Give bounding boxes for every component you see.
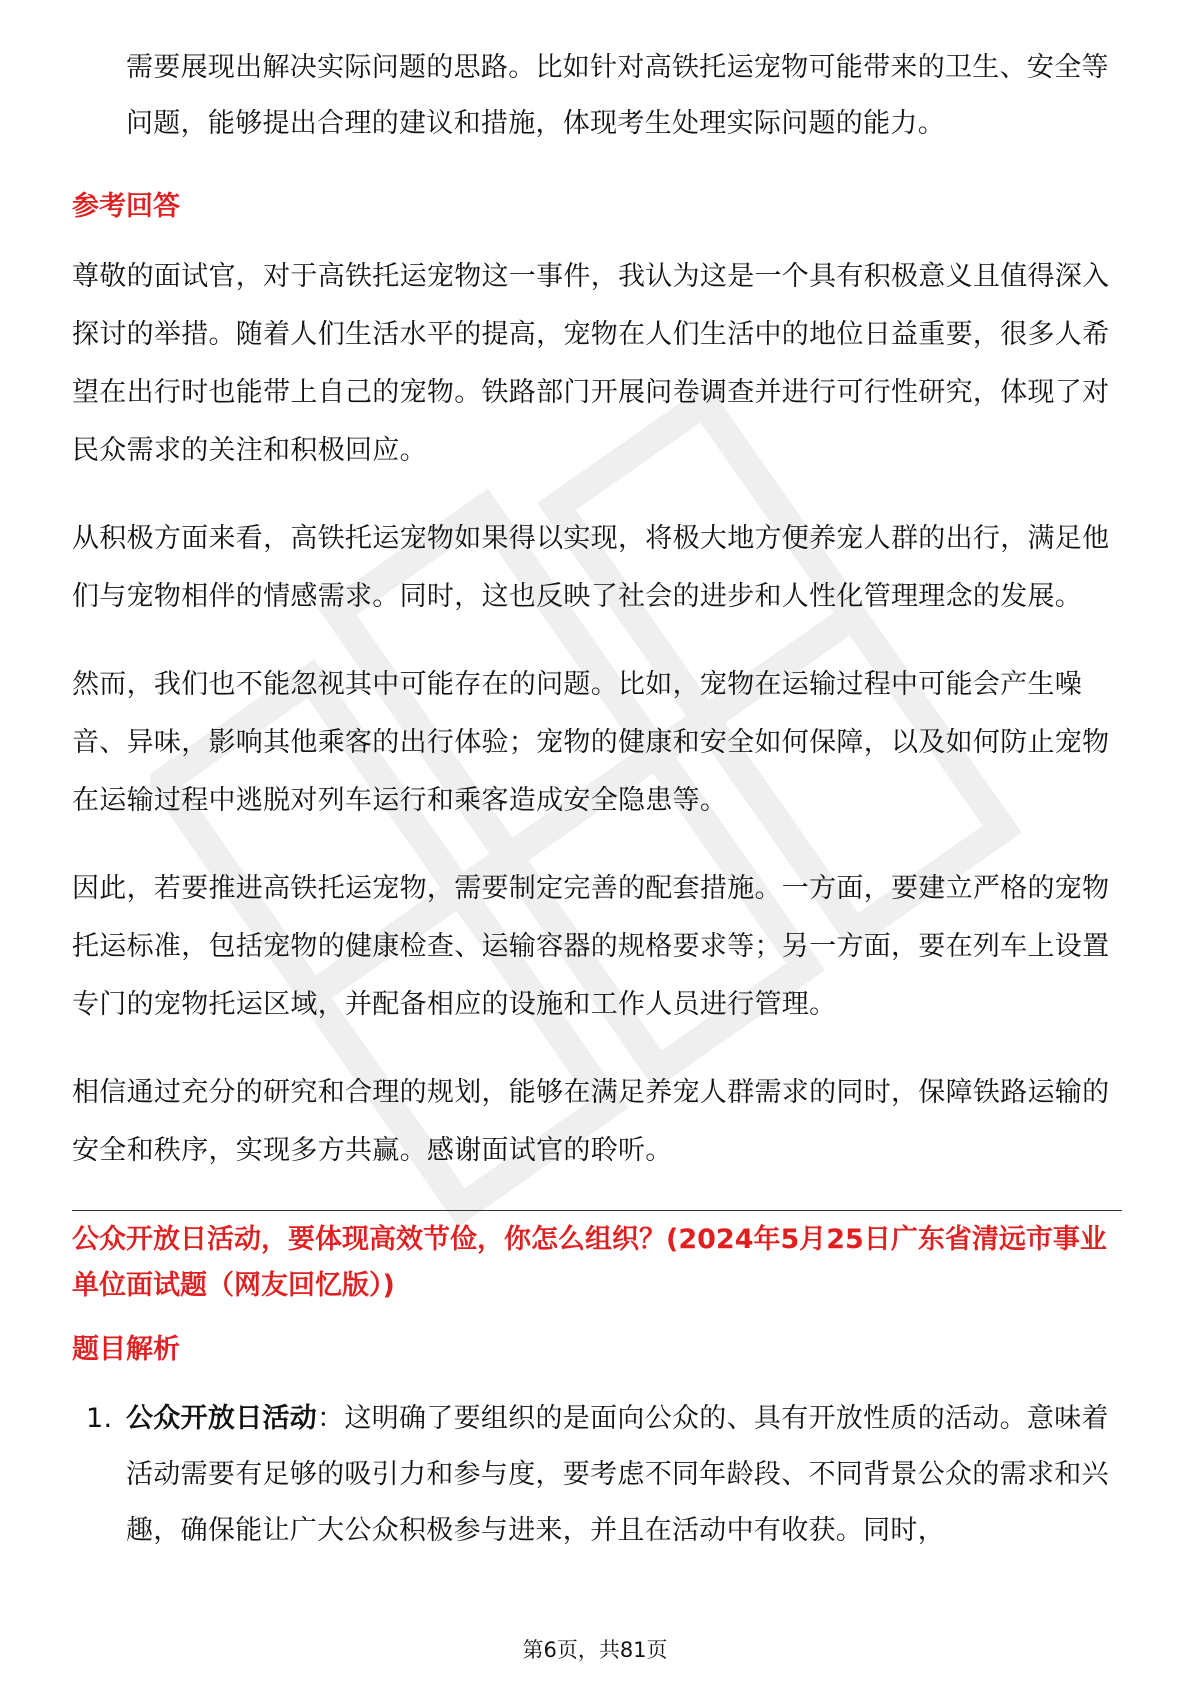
answer-paragraph: 尊敬的面试官，对于高铁托运宠物这一事件，我认为这是一个具有积极意义且值得深入探讨的举措。随着人们生活水平的提高，宠物在人们生活中的地位日益重要，很多人希望在出行时也能带上自己的宠物。铁路部门开展问卷调查并进行可行性研究，体现了对民众需求的关注和积极回应。	[72, 261, 1110, 466]
answer-paragraph: 然而，我们也不能忽视其中可能存在的问题。比如，宠物在运输过程中可能会产生噪音、异味，影响其他乘客的出行体验；宠物的健康和安全如何保障，以及如何防止宠物在运输过程中逃脱对列车运行和乘客造成安全隐患等。	[72, 669, 1110, 816]
question-heading: 公众开放日活动，要体现高效节俭，你怎么组织？(2024年5月25日广东省清远市事业单位面试题（网友回忆版）)	[72, 1224, 1107, 1301]
analysis-text: ：这明确了要组织的是面向公众的、具有开放性质的活动。意味着活动需要有足够的吸引力和参与度，要考虑不同年龄段、不同背景公众的需求和兴趣，确保能让广大公众积极参与进来，并且在活动中有收获。同时，	[126, 1403, 1109, 1546]
section-divider	[72, 1210, 1122, 1211]
analysis-list	[72, 1391, 1122, 1559]
intro-continuation: 需要展现出解决实际问题的思路。比如针对高铁托运宠物可能带来的卫生、安全等问题，能够提出合理的建议和措施，体现考生处理实际问题的能力。	[126, 52, 1109, 139]
answer-paragraph: 因此，若要推进高铁托运宠物，需要制定完善的配套措施。一方面，要建立严格的宠物托运标准，包括宠物的健康检查、运输容器的规格要求等；另一方面，要在列车上设置专门的宠物托运区域，并配备相应的设施和工作人员进行管理。	[72, 873, 1110, 1020]
page-footer: 第6页，共81页	[522, 1638, 668, 1662]
analysis-item	[72, 1391, 1122, 1559]
document-body	[72, 40, 1122, 1559]
analysis-term: 公众开放日活动	[126, 1403, 318, 1434]
reference-answer-heading: 参考回答	[72, 191, 180, 222]
answer-paragraph: 相信通过充分的研究和合理的规划，能够在满足养宠人群需求的同时，保障铁路运输的安全和秩序，实现多方共赢。感谢面试官的聆听。	[72, 1077, 1110, 1166]
answer-paragraph: 从积极方面来看，高铁托运宠物如果得以实现，将极大地方便养宠人群的出行，满足他们与宠物相伴的情感需求。同时，这也反映了社会的进步和人性化管理理念的发展。	[72, 523, 1110, 612]
analysis-heading: 题目解析	[72, 1334, 180, 1365]
list-number: 1.	[86, 1403, 113, 1434]
